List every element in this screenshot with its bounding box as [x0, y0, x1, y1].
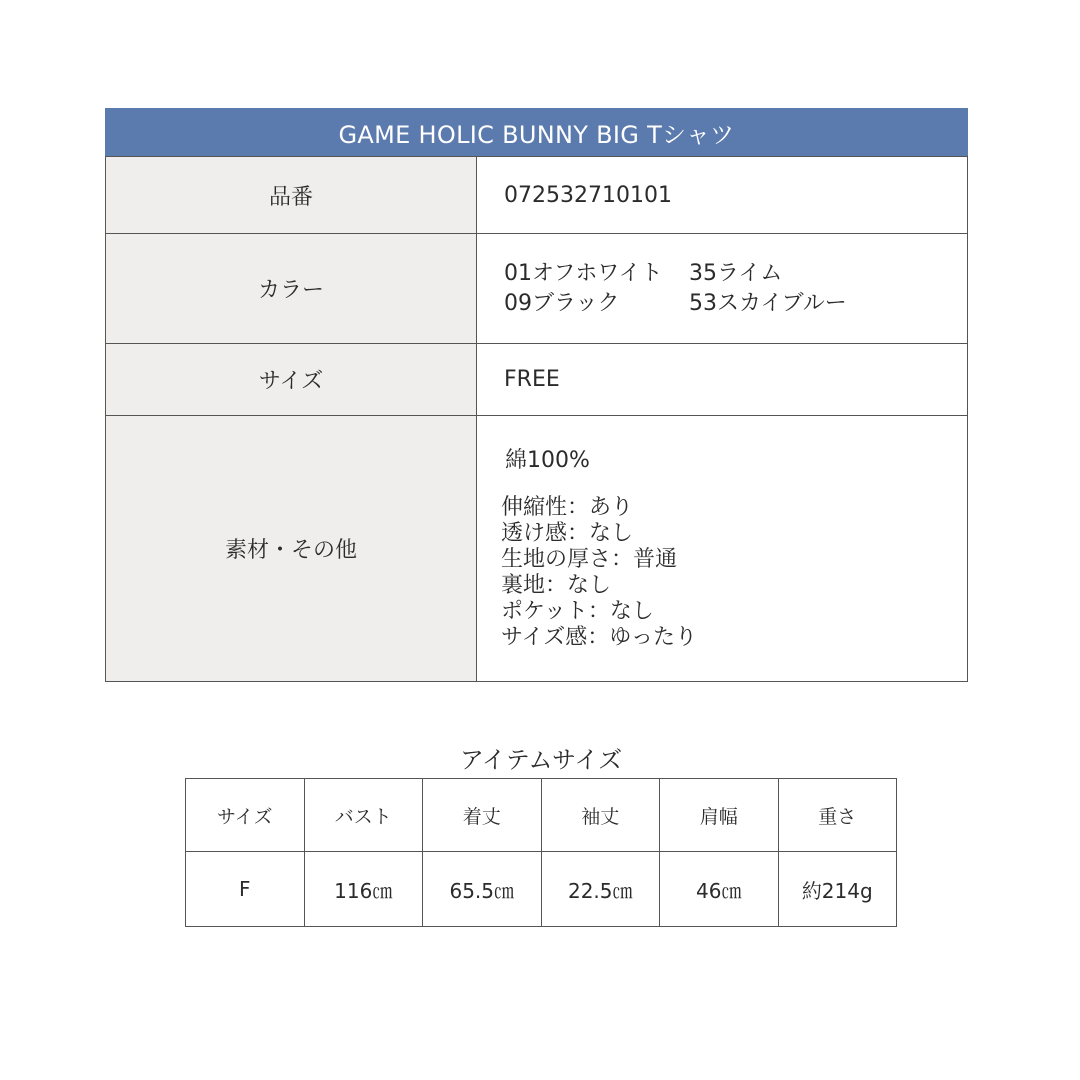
- color-value: [477, 234, 968, 344]
- material-detail-item: サイズ感：ゆったり: [501, 624, 698, 650]
- color-option: 09ブラック: [504, 290, 620, 316]
- size-table-header: サイズ: [186, 779, 305, 852]
- size-table-header: バスト: [304, 779, 423, 852]
- size-value: FREE: [477, 344, 968, 416]
- size-table-header: 袖丈: [541, 779, 660, 852]
- size-table-header-row: [186, 779, 897, 852]
- spec-row-product-number: [106, 157, 968, 234]
- size-table-cell: F: [186, 852, 305, 927]
- material-detail-item: 生地の厚さ：普通: [501, 546, 678, 572]
- size-table-header: 着丈: [423, 779, 542, 852]
- material-details: [501, 495, 967, 651]
- product-spec-table: [105, 108, 968, 682]
- material-detail-item: 透け感：なし: [501, 520, 634, 546]
- size-table-cell: 116㎝: [304, 852, 423, 927]
- item-size-title: アイテムサイズ: [459, 746, 623, 774]
- size-table-cell: 約214g: [778, 852, 897, 927]
- item-size-table: [185, 778, 897, 927]
- size-table-cell: 46㎝: [660, 852, 779, 927]
- size-table-header: 肩幅: [660, 779, 779, 852]
- color-options: [504, 260, 967, 318]
- size-label: サイズ: [106, 344, 477, 416]
- product-number-value: 072532710101: [477, 157, 968, 234]
- spec-row-size: [106, 344, 968, 416]
- size-table-cell: 65.5㎝: [423, 852, 542, 927]
- spec-row-material: [106, 416, 968, 682]
- material-label: 素材・その他: [106, 416, 477, 682]
- size-table-row: [186, 852, 897, 927]
- size-table-header: 重さ: [778, 779, 897, 852]
- fabric-composition: 綿100%: [505, 447, 590, 473]
- item-size-section: [185, 742, 897, 927]
- product-number-label: 品番: [106, 157, 477, 234]
- size-table-cell: 22.5㎝: [541, 852, 660, 927]
- color-label: カラー: [106, 234, 477, 344]
- spec-row-color: [106, 234, 968, 344]
- color-option: 53スカイブルー: [689, 290, 847, 316]
- spec-table-body: [105, 156, 968, 682]
- color-option: 35ライム: [689, 260, 783, 286]
- material-detail-item: 伸縮性：あり: [501, 494, 634, 520]
- material-detail-item: ポケット：なし: [501, 598, 654, 624]
- product-title: GAME HOLIC BUNNY BIG Tシャツ: [105, 108, 968, 156]
- material-value: [477, 416, 968, 682]
- material-detail-item: 裏地：なし: [501, 572, 612, 598]
- color-option: 01オフホワイト: [504, 260, 663, 286]
